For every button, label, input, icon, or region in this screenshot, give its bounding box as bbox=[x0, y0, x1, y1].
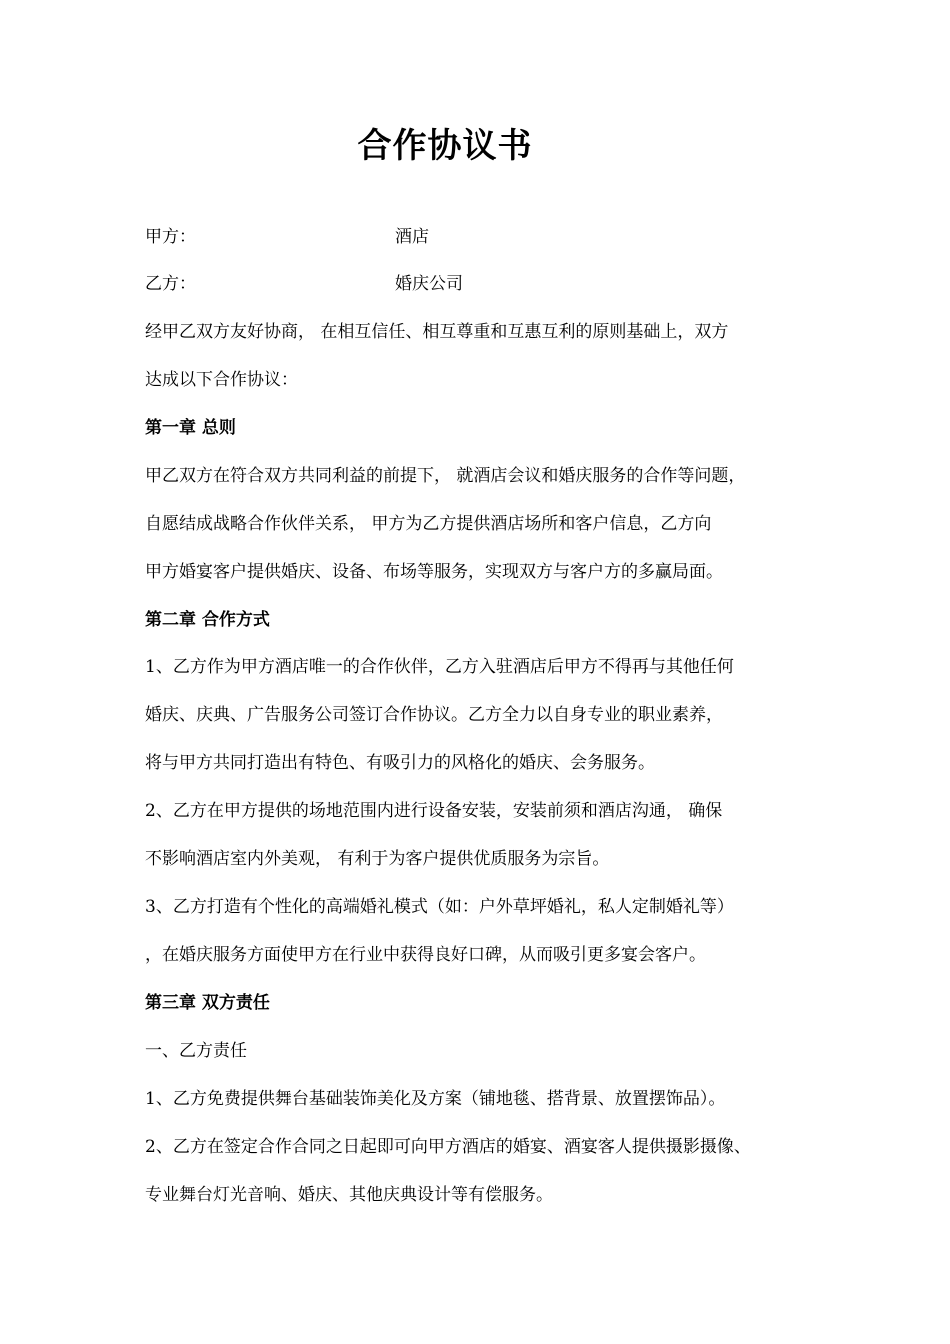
paragraph-line: 自愿结成战略合作伙伴关系， 甲方为乙方提供酒店场所和客户信息，乙方向 bbox=[145, 514, 712, 534]
party-a-value: 酒店 bbox=[395, 227, 429, 247]
party-a-label: 甲方： bbox=[145, 227, 196, 247]
document-title: 合作协议书 bbox=[357, 126, 533, 166]
paragraph-line: 3、乙方打造有个性化的高端婚礼模式（如：户外草坪婚礼，私人定制婚礼等） bbox=[145, 897, 734, 917]
paragraph-line: ，在婚庆服务方面使甲方在行业中获得良好口碑，从而吸引更多宴会客户。 bbox=[145, 945, 706, 965]
chapter-1-heading: 第一章 总则 bbox=[145, 418, 236, 438]
paragraph-line: 甲方婚宴客户提供婚庆、设备、布场等服务，实现双方与客户方的多赢局面。 bbox=[145, 562, 723, 582]
paragraph-line: 1、乙方免费提供舞台基础装饰美化及方案（铺地毯、搭背景、放置摆饰品）。 bbox=[145, 1089, 726, 1109]
paragraph-line: 1、乙方作为甲方酒店唯一的合作伙伴，乙方入驻酒店后甲方不得再与其他任何 bbox=[145, 657, 734, 677]
intro-line: 经甲乙双方友好协商， 在相互信任、相互尊重和互惠互利的原则基础上，双方 bbox=[145, 322, 729, 342]
paragraph-line: 婚庆、庆典、广告服务公司签订合作协议。乙方全力以自身专业的职业素养， bbox=[145, 705, 723, 725]
chapter-2-heading: 第二章 合作方式 bbox=[145, 610, 270, 630]
chapter-3-heading: 第三章 双方责任 bbox=[145, 993, 270, 1013]
paragraph-line: 一、乙方责任 bbox=[145, 1041, 247, 1061]
party-b-label: 乙方： bbox=[145, 274, 196, 294]
paragraph-line: 2、乙方在签定合作合同之日起即可向甲方酒店的婚宴、酒宴客人提供摄影摄像、 bbox=[145, 1137, 751, 1157]
party-b-value: 婚庆公司 bbox=[395, 274, 463, 294]
paragraph-line: 甲乙双方在符合双方共同利益的前提下， 就酒店会议和婚庆服务的合作等问题， bbox=[145, 466, 746, 486]
intro-line: 达成以下合作协议： bbox=[145, 370, 298, 390]
paragraph-line: 不影响酒店室内外美观， 有利于为客户提供优质服务为宗旨。 bbox=[145, 849, 610, 869]
paragraph-line: 将与甲方共同打造出有特色、有吸引力的风格化的婚庆、会务服务。 bbox=[145, 753, 655, 773]
paragraph-line: 专业舞台灯光音响、婚庆、其他庆典设计等有偿服务。 bbox=[145, 1185, 553, 1205]
paragraph-line: 2、乙方在甲方提供的场地范围内进行设备安装，安装前须和酒店沟通， 确保 bbox=[145, 801, 723, 821]
